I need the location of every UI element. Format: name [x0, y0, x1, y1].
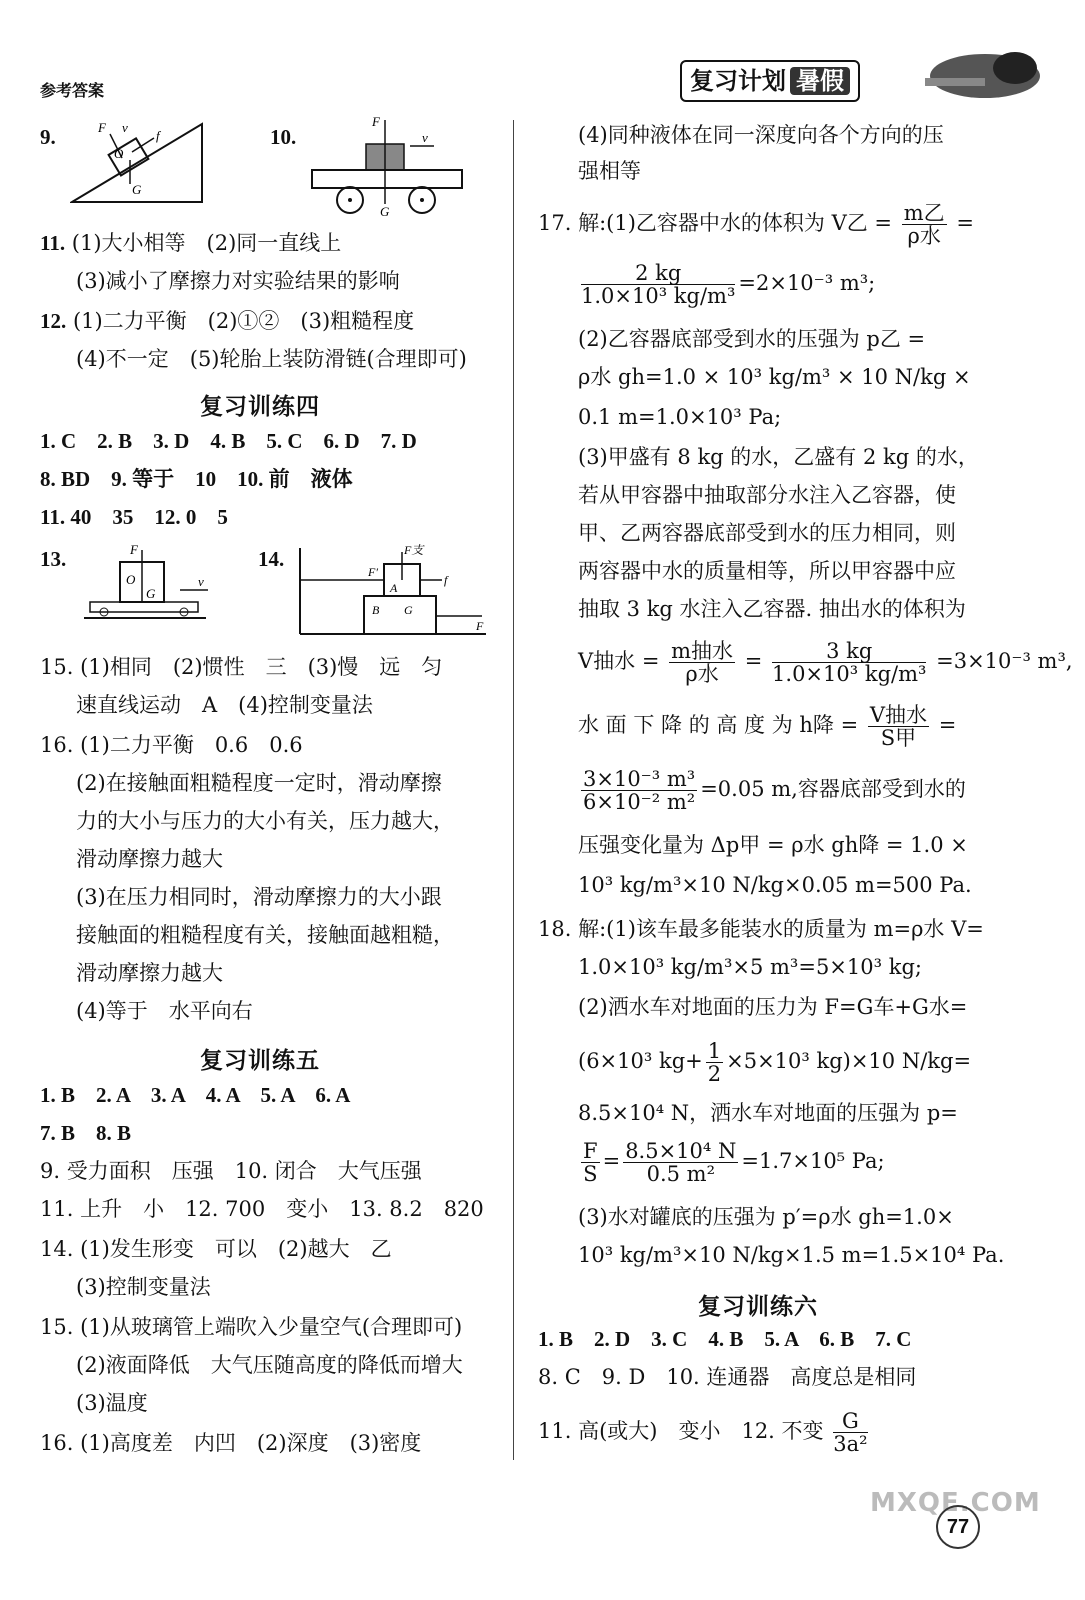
fig13-label-v: v [198, 574, 204, 589]
right-q17a-pre: 17. 解:(1)乙容器中水的体积为 V乙 = [538, 211, 893, 235]
right-q17a-ft: m乙 [903, 201, 945, 225]
fig14-label-F: F [476, 619, 484, 633]
right-q18f-f1t: F [583, 1139, 598, 1163]
s6-row3 [538, 1410, 871, 1455]
fig10-label-v: v [422, 130, 428, 145]
q12-line2: (4)不一定 (5)轮胎上装防滑链(合理即可) [76, 347, 467, 371]
right-s6-r3-pre: 11. 高(或大) 变小 12. 不变 [538, 1419, 824, 1443]
q17-line2 [578, 262, 875, 307]
q15-line2: 速直线运动 A (4)控制变量法 [76, 693, 373, 717]
s5-q15-line3: (3)温度 [76, 1391, 148, 1415]
right-q17a-post: = [956, 211, 974, 235]
right-q18f-mid: = [602, 1149, 621, 1173]
q11-line1: (1)大小相等 (2)同一直线上 [71, 231, 342, 255]
q17-line13 [578, 768, 966, 813]
s5-row4: 11. 上升 小 12. 700 变小 13. 8.2 820 [40, 1197, 484, 1221]
right-s6-r3-fb: 3a² [833, 1432, 868, 1456]
decorative-figure-icon [905, 48, 1045, 104]
right-q18d-post: ×5×10³ kg)×10 N/kg= [726, 1049, 972, 1073]
fig14-label-f: f [444, 573, 448, 587]
q17-line5: 0.1 m=1.0×10³ Pa; [578, 405, 782, 429]
fig13-label-G: G [146, 586, 156, 601]
q10-number: 10. [270, 125, 297, 149]
fig14-label-G: G [404, 603, 413, 617]
banner-highlight-text: 暑假 [790, 67, 850, 95]
header-banner [680, 60, 1050, 102]
right-q18d-pre: (6×10³ kg+ [578, 1049, 703, 1073]
fig14-label-A: A [390, 581, 398, 595]
s6-row2: 8. C 9. D 10. 连通器 高度总是相同 [538, 1365, 917, 1389]
fig14-label-B: B [372, 603, 380, 617]
fig14-label-Fp: F′ [368, 565, 378, 579]
fig9-label-O: O [114, 146, 124, 161]
q17-line10: 抽取 3 kg 水注入乙容器. 抽出水的体积为 [578, 597, 966, 621]
right-q17b-ft: 2 kg [581, 262, 735, 285]
fig9-label-G: G [132, 182, 142, 197]
right-q17m-ft: 3×10⁻³ m³ [583, 767, 696, 791]
right-q18d-ft: 1 [707, 1039, 722, 1063]
s5-q14-line1: 14. (1)发生形变 可以 (2)越大 乙 [40, 1237, 392, 1261]
q16-line1: 16. (1)二力平衡 0.6 0.6 [40, 733, 303, 757]
q14-number: 14. [258, 547, 285, 571]
q12-line1: (1)二力平衡 (2)①② (3)粗糙程度 [72, 309, 415, 333]
page-number: 77 [936, 1505, 980, 1549]
fig10-label-F: F [372, 114, 380, 129]
right-q17m-post: =0.05 m,容器底部受到水的 [700, 777, 966, 801]
q17-line9: 两容器中水的质量相等，所以甲容器中应 [578, 559, 956, 583]
q17-line15: 10³ kg/m³×10 N/kg×0.05 m=500 Pa. [578, 873, 972, 897]
q13-number: 13. [40, 547, 67, 571]
right-q17k-f2t: 3 kg [772, 640, 926, 663]
right-q18f-f2t: 8.5×10⁴ N [625, 1139, 737, 1163]
right-q17l-fb: S甲 [880, 726, 917, 750]
s5-q16: 16. (1)高度差 内凹 (2)深度 (3)密度 [40, 1431, 422, 1455]
right-q17m-fb: 6×10⁻² m² [583, 790, 696, 814]
header-label: 参考答案 [40, 81, 105, 100]
s5-row2: 7. B 8. B [40, 1121, 132, 1145]
right-q18f-f2b: 0.5 m² [646, 1162, 715, 1186]
q18-line7: (3)水对罐底的压强为 p′=ρ水 gh=1.0× [578, 1205, 954, 1229]
s4-row2: 8. BD 9. 等于 10 10. 前 液体 [40, 467, 353, 491]
right-q17b-post: =2×10⁻³ m³; [738, 271, 876, 295]
q17-line4: ρ水 gh=1.0 × 10³ kg/m³ × 10 N/kg × [578, 365, 971, 389]
q17-line6: (3)甲盛有 8 kg 的水，乙盛有 2 kg 的水， [578, 445, 979, 469]
right-q17k-f2b: 1.0×10³ kg/m³ [772, 662, 927, 686]
banner-main-text: 复习计划 [690, 67, 786, 95]
q17-line12 [578, 704, 956, 749]
q17-line1 [538, 202, 974, 247]
q16-line7: 滑动摩擦力越大 [76, 961, 223, 985]
right-q17l-pre: 水 面 下 降 的 高 度 为 h降 = [578, 713, 859, 737]
q18-line1: 18. 解:(1)该车最多能装水的质量为 m=ρ水 V= [538, 917, 984, 941]
section-title-6: 复习训练六 [698, 1294, 818, 1320]
r-q16-line2: 强相等 [578, 159, 641, 183]
fig13-label-F: F [130, 542, 138, 557]
s5-row1: 1. B 2. A 3. A 4. A 5. A 6. A [40, 1083, 351, 1107]
s4-row1: 1. C 2. B 3. D 4. B 5. C 6. D 7. D [40, 429, 417, 453]
banner-title [680, 60, 860, 102]
right-q17a-fb: ρ水 [907, 224, 941, 248]
q15-line1: 15. (1)相同 (2)惯性 三 (3)慢 远 匀 [40, 655, 443, 679]
right-q18f-f1b: S [583, 1162, 598, 1186]
section-title-5: 复习训练五 [200, 1048, 320, 1074]
fig9-label-f: f [156, 128, 160, 143]
s5-q15-line2: (2)液面降低 大气压随高度的降低而增大 [76, 1353, 463, 1377]
fig9-label-F: F [98, 120, 106, 135]
q18-line5: 8.5×10⁴ N，洒水车对地面的压强为 p= [578, 1101, 958, 1125]
figure-10-cart [300, 112, 470, 217]
fig9-label-v: v [122, 120, 128, 135]
q18-line6 [578, 1140, 885, 1185]
q18-line2: 1.0×10³ kg/m³×5 m³=5×10³ kg; [578, 955, 922, 979]
q16-line4: 滑动摩擦力越大 [76, 847, 223, 871]
q16-line8: (4)等于 水平向右 [76, 999, 253, 1023]
fig14-label-Fs: F支 [404, 543, 424, 557]
q17-line3: (2)乙容器底部受到水的压强为 p乙 = [578, 327, 926, 351]
s5-q15-line1: 15. (1)从玻璃管上端吹入少量空气(合理即可) [40, 1315, 463, 1339]
q18-line4 [578, 1040, 971, 1085]
fig10-label-G: G [380, 204, 390, 217]
fig13-label-O: O [126, 572, 136, 587]
right-s6-r3-ft: G [833, 1410, 867, 1433]
s5-q14-line2: (3)控制变量法 [76, 1275, 211, 1299]
q11-line2: (3)减小了摩擦力对实验结果的影响 [76, 269, 400, 293]
s4-row3: 11. 40 35 12. 0 5 [40, 505, 228, 529]
right-q17l-ft: V抽水 [869, 703, 928, 727]
section-title-4: 复习训练四 [200, 394, 320, 420]
q17-line11 [578, 640, 1073, 685]
right-q17k-f1t: m抽水 [671, 639, 734, 663]
right-q18f-post: =1.7×10⁵ Pa; [741, 1149, 885, 1173]
column-divider [513, 120, 514, 1460]
r-q16-line1: (4)同种液体在同一深度向各个方向的压 [578, 123, 944, 147]
s6-row1: 1. B 2. D 3. C 4. B 5. A 6. B 7. C [538, 1327, 912, 1351]
q9-number: 9. [40, 125, 56, 149]
q17-line8: 甲、乙两容器底部受到水的压力相同，则 [578, 521, 956, 545]
right-q17k-mid: = [744, 649, 763, 673]
right-q17k-post: =3×10⁻³ m³, [936, 649, 1073, 673]
right-q18d-fb: 2 [707, 1062, 722, 1086]
figure-14-stack [292, 540, 492, 640]
watermark: MXQE.COM [870, 1488, 1041, 1518]
q16-line6: 接触面的粗糙程度有关，接触面越粗糙， [76, 923, 454, 947]
q18-line8: 10³ kg/m³×10 N/kg×1.5 m=1.5×10⁴ Pa. [578, 1243, 1005, 1267]
right-q17l-post: = [938, 713, 957, 737]
q17-line7: 若从甲容器中抽取部分水注入乙容器，使 [578, 483, 956, 507]
s5-row3: 9. 受力面积 压强 10. 闭合 大气压强 [40, 1159, 422, 1183]
right-q17k-pre: V抽水 = [578, 649, 660, 673]
q16-line2: (2)在接触面粗糙程度一定时，滑动摩擦 [76, 771, 442, 795]
q17-line14: 压强变化量为 Δp甲 = ρ水 gh降 = 1.0 × [578, 833, 968, 857]
q16-line5: (3)在压力相同时，滑动摩擦力的大小跟 [76, 885, 442, 909]
figure-13-block [80, 540, 230, 630]
q18-line3: (2)洒水车对地面的压力为 F=G车+G水= [578, 995, 968, 1019]
figure-9-incline [70, 112, 220, 207]
right-q17b-fb: 1.0×10³ kg/m³ [581, 284, 736, 308]
right-q17k-f1b: ρ水 [685, 662, 719, 686]
q16-line3: 力的大小与压力的大小有关，压力越大， [76, 809, 454, 833]
